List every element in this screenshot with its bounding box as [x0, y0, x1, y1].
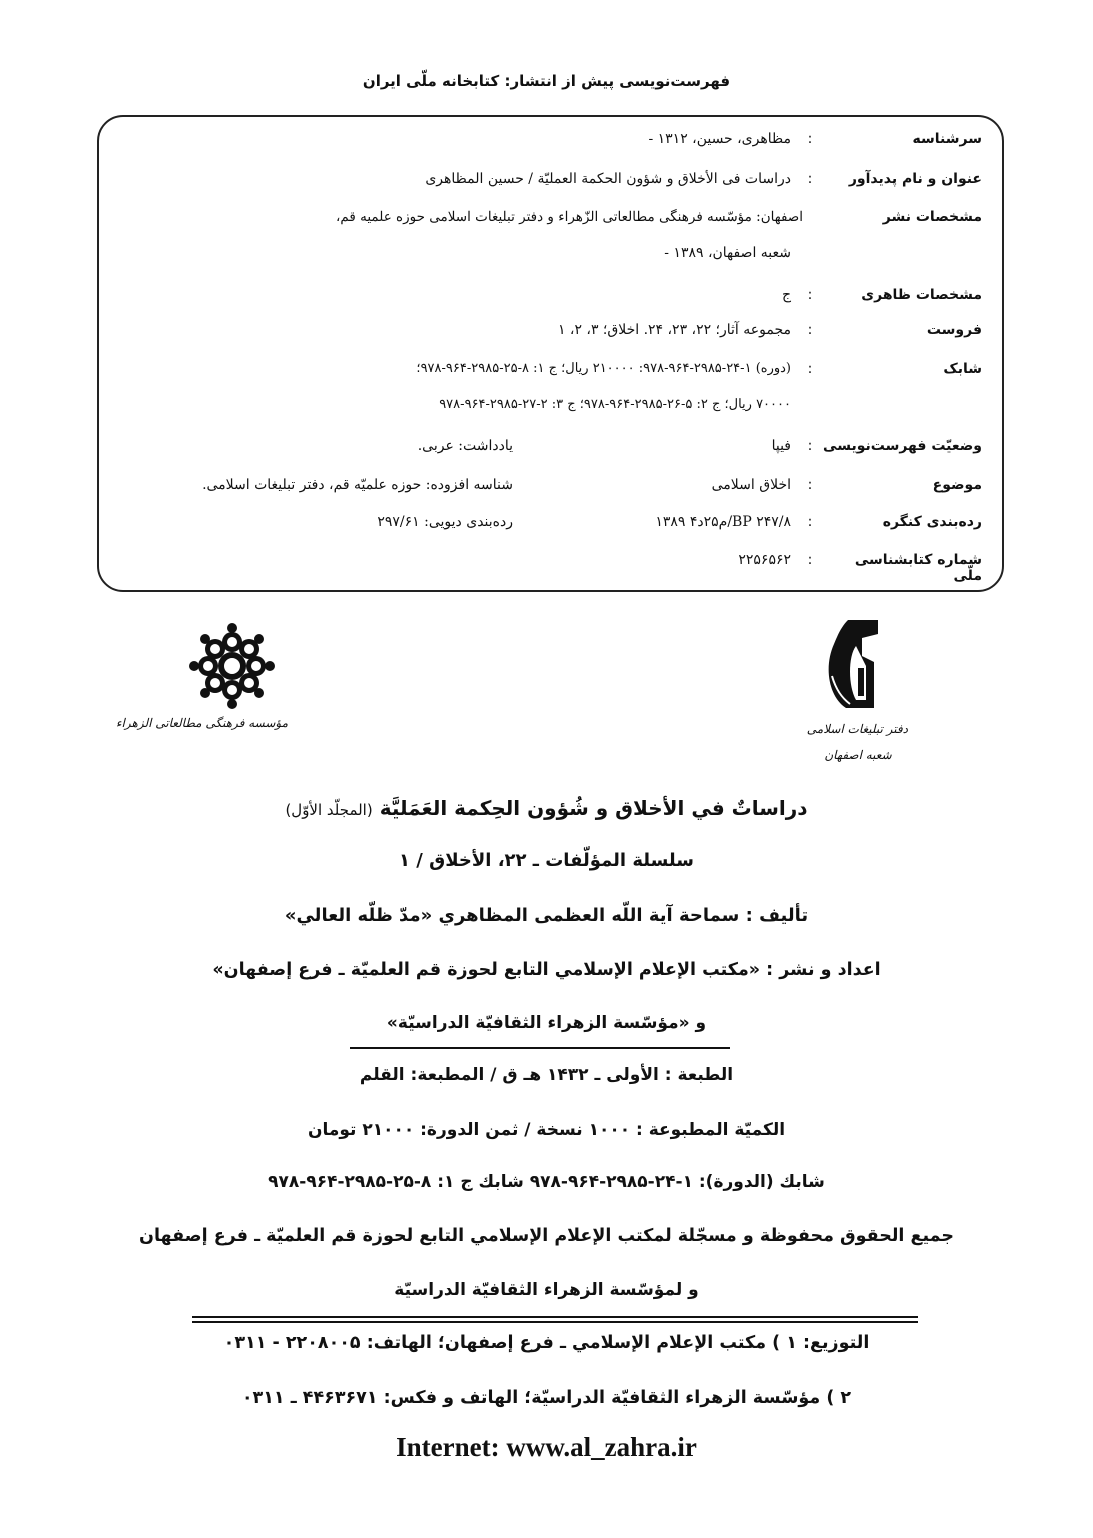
divider [192, 1316, 918, 1318]
book-preparation-2: و «مؤسّسة الزهراء الثقافيّة الدراسيّة» [386, 1013, 707, 1033]
cip-colon: : [807, 514, 813, 530]
book-preparation-1: اعداد و نشر : «مكتب الإعلام الإسلامي التابع لحوزة قم العلميّة ـ فرع إصفهان» [212, 960, 881, 980]
cip-value-publisher-1: اصفهان: مؤسّسه فرهنگی مطالعاتی الزّهراء و دفتر تبلیغات اسلامی حوزه علمیه قم، [336, 209, 803, 225]
book-series: سلسلة المؤلّفات ـ ۲۲، الأخلاق / ۱ [399, 850, 694, 871]
al-zahra-logo-caption: مؤسسه فرهنگی مطالعاتی الزهراء [115, 716, 288, 730]
cip-value-physical: ج [781, 287, 791, 303]
tablighat-logo [818, 616, 898, 714]
cip-note-language: یادداشت: عربی. [417, 438, 513, 454]
book-rights-1: جميع الحقوق محفوظة و مسجّلة لمكتب الإعلام الإسلامي التابع لحوزة قم العلميّة ـ فرع إصفهان [139, 1226, 954, 1246]
cip-value-author: مظاهری، حسین، ۱۳۱۲ - [648, 131, 791, 147]
cip-colon: : [807, 287, 813, 303]
cip-row-national [0, 552, 1093, 584]
cip-value-publisher-2: شعبه اصفهان، ۱۳۸۹ - [664, 245, 791, 261]
cip-row-subject [0, 477, 1093, 505]
tablighat-logo-caption-1: دفتر تبلیغات اسلامی [806, 722, 908, 736]
cip-colon: : [807, 131, 813, 147]
cip-colon: : [807, 322, 813, 338]
cip-label-publisher: مشخصات نشر [882, 209, 982, 225]
cip-note-added-entry: شناسه افزوده: حوزه علمیّه قم، دفتر تبلیغات اسلامی. [202, 477, 513, 493]
cip-label-author: سرشناسه [912, 131, 982, 147]
book-rights-2: و لمؤسّسة الزهراء الثقافيّة الدراسيّة [394, 1280, 699, 1300]
cip-row-isbn-cont [0, 397, 1093, 425]
cip-value-series: مجموعه آثار؛ ۲۲، ۲۳، ۲۴. اخلاق؛ ۳، ۲، ۱ [557, 322, 791, 338]
cip-row-series [0, 322, 1093, 350]
distribution-1: التوزيع: ۱ ) مكتب الإعلام الإسلامي ـ فرع إصفهان؛ الهاتف: ۲۲۰۸۰۰۵ - ۰۳۱۱ [223, 1333, 870, 1353]
cip-colon: : [807, 477, 813, 493]
cip-colon: : [807, 438, 813, 454]
cip-colon: : [807, 552, 813, 568]
cip-row-title [0, 171, 1093, 199]
cip-colon: : [807, 361, 813, 377]
cip-label-physical: مشخصات ظاهری [861, 287, 982, 303]
book-edition: الطبعة : الأولى ـ ۱۴۳۲ هـ ق / المطبعة: القلم [359, 1065, 734, 1085]
cip-row-publisher [0, 209, 1093, 237]
cip-note-dewey: رده‌بندی دیویی: ۲۹۷/۶۱ [377, 514, 513, 530]
cip-value-isbn-2: ۷۰۰۰۰ ریال؛ ج ۲: ۵-۲۶-۲۹۸۵-۹۶۴-۹۷۸؛ ج ۳: ۲-۲۷-۲۹۸۵-۹۶۴-۹۷۸ [439, 397, 791, 412]
cip-row-physical [0, 287, 1093, 315]
internet-address: Internet: www.al_zahra.ir [396, 1432, 697, 1462]
cip-value-isbn-1: (دوره) ۱-۲۴-۲۹۸۵-۹۶۴-۹۷۸: ۲۱۰۰۰۰ ریال؛ ج ۱: ۸-۲۵-۲۹۸۵-۹۶۴-۹۷۸؛ [416, 361, 791, 376]
cip-row-status [0, 438, 1093, 466]
cip-label-national: شماره کتابشناسی ملّی [854, 552, 982, 584]
cip-label-status: وضعیّت فهرست‌نویسی [823, 438, 982, 454]
book-title: دراساتٌ في الأخلاق و شُؤون الحِكمة العَمَليَّة [379, 796, 808, 820]
cip-header-title: فهرست‌نویسی پیش از انتشار: کتابخانه ملّی ایران [362, 72, 731, 90]
cip-row-lc [0, 514, 1093, 542]
cip-value-status: فیپا [771, 438, 791, 454]
cip-label-series: فروست [926, 322, 982, 338]
cip-label-lc: رده‌بندی کنگره [882, 514, 982, 530]
cip-value-lc: BP ۲۴۷/۸/م۲۵د۴ ۱۳۸۹ [655, 514, 791, 530]
cip-colon: : [807, 171, 813, 187]
cip-row-author [0, 131, 1093, 159]
book-volume: (المجلّد الأوّل) [285, 801, 373, 819]
book-isbn: شابك (الدورة): ۱-۲۴-۲۹۸۵-۹۶۴-۹۷۸ شابك ج ۱: ۸-۲۵-۲۹۸۵-۹۶۴-۹۷۸ [268, 1172, 825, 1192]
cip-label-subject: موضوع [932, 477, 982, 493]
book-title-line [0, 796, 1093, 820]
tablighat-logo-caption-2: شعبه اصفهان [824, 748, 892, 762]
book-author: تأليف : سماحة آية اللّه العظمى المظاهري «مدّ ظلّه العالي» [284, 905, 809, 926]
cip-value-national: ۲۲۵۶۵۶۲ [738, 552, 791, 568]
book-quantity: الكميّة المطبوعة : ۱۰۰۰ نسخة / ثمن الدورة: ۲۱۰۰۰ تومان [307, 1120, 786, 1140]
cip-value-title: دراسات فی الأخلاق و شؤون الحکمة العملیّة / حسین المظاهری [425, 171, 791, 187]
cip-label-title: عنوان و نام پدیدآور [848, 171, 982, 187]
cip-row-publisher-cont [0, 245, 1093, 273]
distribution-2: ۲ ) مؤسّسة الزهراء الثقافيّة الدراسيّة؛ الهاتف و فكس: ۴۴۶۳۶۷۱ ـ ۰۳۱۱ [241, 1388, 852, 1408]
divider [192, 1321, 918, 1323]
cip-label-isbn: شابک [943, 361, 982, 377]
al-zahra-logo [186, 620, 278, 712]
cip-value-subject: اخلاق اسلامی [711, 477, 791, 493]
divider [350, 1047, 730, 1049]
cip-row-isbn [0, 361, 1093, 389]
